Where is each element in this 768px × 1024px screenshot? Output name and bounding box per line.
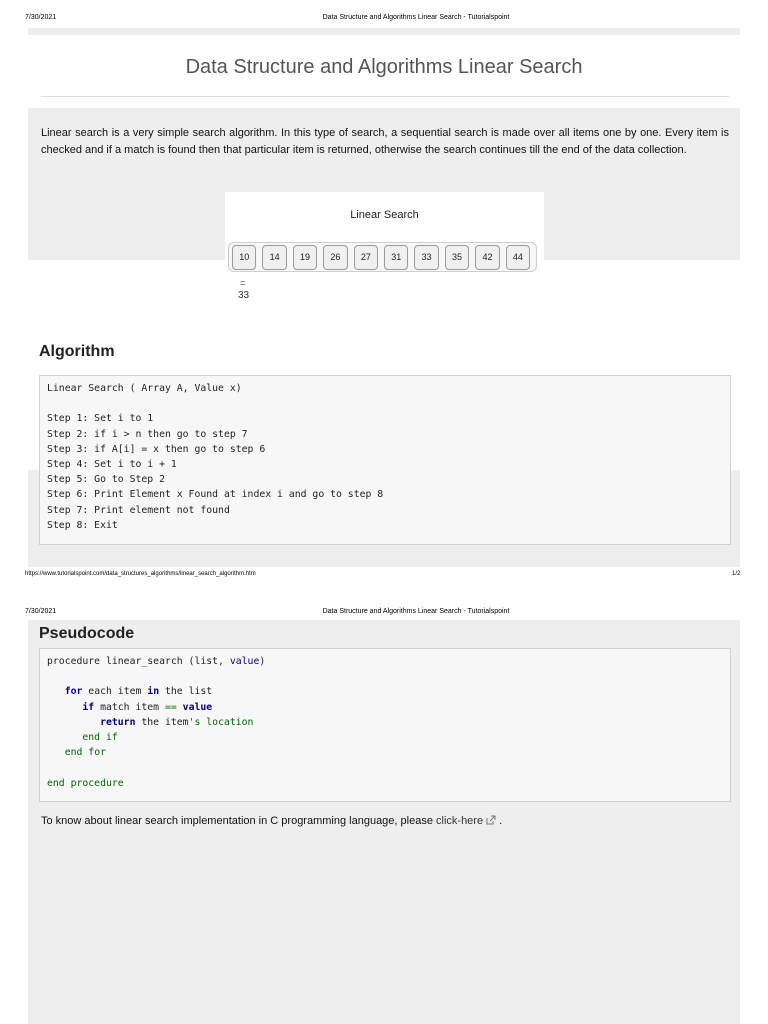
code-line: procedure linear_search (list,: [47, 656, 230, 667]
code-line: Step 5: Go to Step 2: [47, 474, 165, 486]
array-cell: 27: [354, 245, 378, 270]
code-line: end if: [82, 732, 118, 744]
array-cell: 44: [506, 245, 530, 270]
page-title: Data Structure and Algorithms Linear Search: [185, 56, 583, 78]
implementation-note-text: To know about linear search implementation in C programming language, please: [41, 815, 437, 827]
external-link-icon: [486, 815, 496, 825]
intro-paragraph: Linear search is a very simple search algorithm. In this type of search, a sequential search is made over all items one by one. Every item is checked and if a match is found then that particular item is returned, otherwise the search continues till the end of the data collection.: [41, 127, 729, 156]
array-cell: 14: [262, 245, 286, 270]
code-line: Step 7: Print element not found: [47, 504, 230, 516]
array-cell: 35: [445, 245, 469, 270]
linear-search-visualization: [225, 192, 544, 272]
code-keyword: in: [147, 686, 160, 698]
page2-header-title: Data Structure and Algorithms Linear Search - Tutorialspoint: [322, 608, 510, 615]
code-line: ): [259, 656, 266, 667]
page2-header-date: 7/30/2021: [25, 608, 57, 615]
code-line: end procedure: [47, 777, 124, 789]
code-keyword: for: [64, 686, 83, 698]
code-line: match item: [94, 701, 165, 713]
page1-footer-url: https://www.tutorialspoint.com/data_structures_algorithms/linear_search_algorithm.htm: [25, 571, 256, 577]
code-line: Step 3: if A[i] = x then go to step 6: [47, 443, 266, 455]
code-line: Linear Search ( Array A, Value x): [47, 383, 242, 394]
page1-header-title: Data Structure and Algorithms Linear Search - Tutorialspoint: [322, 14, 510, 21]
code-line: Step 2: if i > n then go to step 7: [47, 428, 248, 440]
array-cells: [228, 242, 537, 272]
code-keyword: if: [82, 701, 95, 713]
code-line: each item: [82, 686, 148, 698]
array-cell: 33: [414, 245, 438, 270]
pseudocode-code-block: [39, 648, 731, 802]
code-line: Step 8: Exit: [47, 519, 118, 531]
algorithm-code-block: [39, 375, 731, 545]
search-target-value: 33: [238, 290, 250, 301]
code-line: the list: [159, 686, 213, 698]
code-string: 's location: [188, 716, 254, 728]
array-cell: 19: [293, 245, 317, 270]
code-line: Step 4: Set i to i + 1: [47, 459, 177, 471]
code-keyword: return: [100, 716, 136, 728]
code-line: the item: [135, 716, 189, 728]
code-line: Step 6: Print Element x Found at index i and go to step 8: [47, 489, 384, 501]
page1-footer-page-number: 1/2: [732, 571, 741, 577]
implementation-note-end: .: [499, 815, 503, 827]
array-cell: 10: [232, 245, 256, 270]
code-keyword: value: [229, 656, 260, 667]
click-here-label: click-here: [436, 815, 484, 827]
code-operator: ==: [164, 701, 177, 713]
array-cell: 31: [384, 245, 408, 270]
page1-header-date: 7/30/2021: [25, 14, 57, 21]
algorithm-heading: Algorithm: [39, 343, 115, 360]
code-line: Step 1: Set i to 1: [47, 413, 154, 425]
array-cell: 26: [323, 245, 347, 270]
click-here-link[interactable]: [436, 815, 496, 827]
equals-sign: =: [240, 278, 246, 288]
top-strip: [28, 28, 740, 35]
code-keyword: value: [182, 701, 213, 713]
code-line: end for: [64, 747, 106, 759]
array-cell: 42: [475, 245, 499, 270]
pseudocode-heading: Pseudocode: [39, 625, 135, 642]
title-divider: [41, 96, 729, 97]
implementation-note: [41, 815, 502, 827]
visualization-title: Linear Search: [350, 209, 419, 221]
